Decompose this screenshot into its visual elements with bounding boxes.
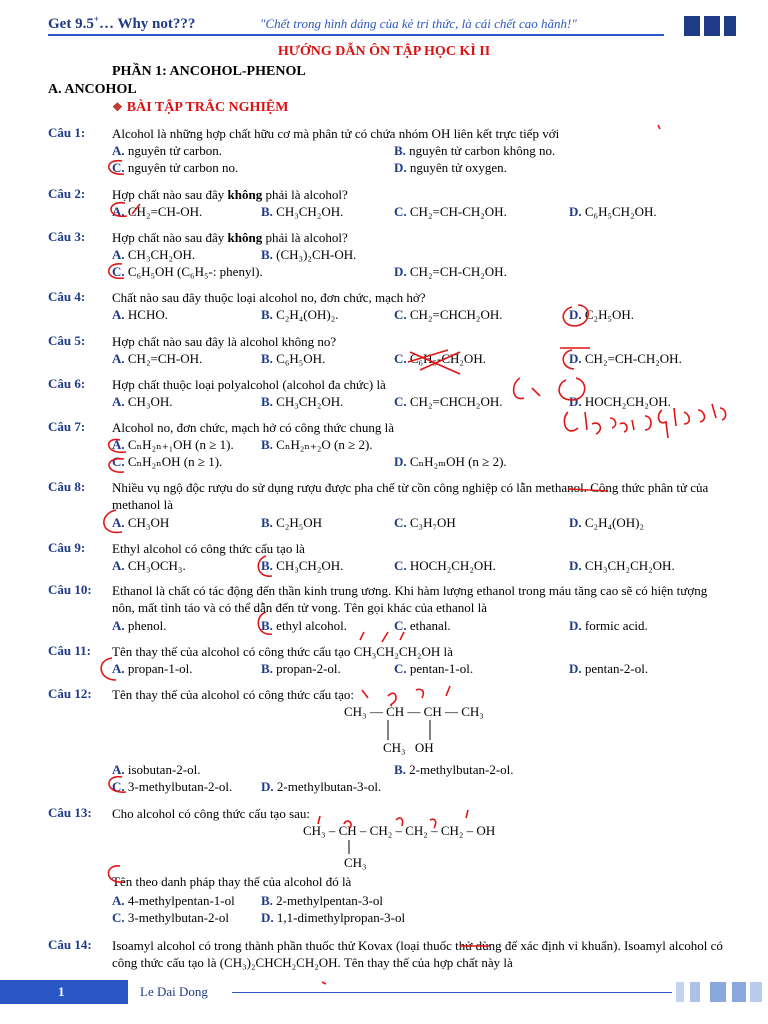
diamond-bullet-icon: ❖ bbox=[112, 100, 123, 114]
structure-q12: CH₃ — CH — CH — CH₃ bbox=[344, 704, 484, 719]
footer-rule bbox=[232, 992, 672, 993]
structure-q13-substituent: CH₃ bbox=[344, 855, 367, 870]
page-number: 1 bbox=[58, 984, 65, 999]
page-header bbox=[0, 0, 768, 40]
structure-q12-substituents: CH₃ OH bbox=[383, 740, 434, 755]
document-page: Get 9.5+… Why not??? "Chết trong hình dáng của kẻ tri thức, là cái chết cao hãnh!" HƯỚNG DẪN ÔN TẬP HỌC KÌ II PHẦN 1: ANCOHOL-PHENOL A. ANCOHOL ❖ BÀI TẬP TRẮC NGHIỆM Câu 1: Alcohol là những hợp chất hữu cơ mà phân tử có chứa nhóm OH liên kết trực tiếp với A. nguyên tử carbon. B. nguyên tử carbon không no. C. nguyên tử carbon no. D. nguyên tử oxygen. Câu 2: Hợp chất nào sau đây không phải là alcohol? A. CH₂=CH-OH. B. CH₃CH₂OH. C. CH₂=CH-CH₂OH. D. C₆H₅CH₂OH. Câu 3: Hợp chất nào sau đây không phải là alcohol? A. CH₃CH₂OH. B. (CH₃)₂CH-OH. C. C₆H₅OH (C₆H₅-: phenyl). D. CH₂=CH-CH₂OH. Câu 4: Chất nào sau đây thuộc loại alcohol no, đơn chức, mạch hở? A. HCHO. B. C₂H₄(OH)₂. C. CH₂=CHCH₂OH. D. C₂H₅OH. Câu 5: Hợp chất nào sau đây là alcohol không no? A. CH₂=CH-OH. B. C₆H₅OH. C. C₆H₅-CH₂OH. D. CH₂=CH-CH₂OH. Câu 6: Hợp chất thuộc loại polyalcohol (alcohol đa chức) là A. CH₃OH. B. CH₃CH₂OH. C. CH₂=CHCH₂OH. D. HOCH₂CH₂OH. Câu 7: Alcohol no, đơn chức, mạch hở có công thức chung là A. CₙH₂ₙ₊₁OH (n ≥ 1). B. CₙH₂ₙ₊₂O (n ≥ 2). C. CₙH₂ₙOH (n ≥ 1). D. CₙH₂ₘOH (n ≥ 2). Câu 8: Nhiều vụ ngộ độc rượu do sử dụng rượu được pha chế từ cồn công nghiệp có lẫn methanol. Công thức phân tử của methanol là A. CH₃OH B. C₂H₅OH C. C₃H₇OH D. C₂H₄(OH)₂ Câu 9: Ethyl alcohol có công thức cấu tạo là A. CH₃OCH₃. B. CH₃CH₂OH. C. HOCH₂CH₂OH. D. CH₃CH₂CH₂OH. Câu 10: Ethanol là chất có tác động đến thần kinh trung ương. Khi hàm lượng ethanol trong máu tăng cao sẽ có hiện tượng nôn, mất tỉnh táo và có thể dẫn đến tử vong. Tên gọi khác của ethanol là A. phenol. B. ethyl alcohol. C. ethanal. D. formic acid. Câu 11: Tên thay thế của alcohol có công thức cấu tạo CH₃CH₂CH₂OH là A. propan-1-ol. B. propan-2-ol. C. pentan-1-ol. D. pentan-2-ol. Câu 12: Tên thay thế của alcohol có công thức cấu tạo: A. isobutan-2-ol. B. 2-methylbutan-2-ol. C. 3-methylbutan-2-ol. D. 2-methylbutan-3-ol. CH₃ — CH — CH — CH₃ CH₃ OH Câu 13: Cho alcohol có công thức cấu tạo sau: Tên theo danh pháp thay thế của alcohol đó là A. 4-methylpentan-1-ol B. 2-methylpentan-3-ol C. 3-methylbutan-2-ol D. 1,1-dimethylpropan-3-ol CH₃ – CH – CH₂ – CH₂ – CH₂ – OH CH₃ Câu 14: Isoamyl alcohol có trong thành phần thuốc thử Kovax (loại thuốc thử dùng để xác định vi khuẩn). Isoamyl alcohol có công thức cấu tạo là (CH₃)₂CHCH₂CH₂OH. Tên thay thế của hợp chất này là 1 Le Dai Dong bbox=[0, 0, 768, 1024]
section-heading: A. ANCOHOL bbox=[48, 82, 137, 97]
footer-author: Le Dai Dong bbox=[140, 984, 208, 999]
page-footer bbox=[0, 980, 768, 1024]
structure-q13-bond bbox=[340, 840, 360, 856]
page-title: HƯỚNG DẪN ÔN TẬP HỌC KÌ II bbox=[277, 44, 491, 59]
structure-q12-bonds bbox=[380, 720, 440, 742]
header-rule bbox=[48, 34, 664, 36]
part-heading: PHẦN 1: ANCOHOL-PHENOL bbox=[112, 64, 306, 79]
structure-q13: CH₃ – CH – CH₂ – CH₂ – CH₂ – OH bbox=[303, 823, 496, 838]
exercise-heading: ❖ BÀI TẬP TRẮC NGHIỆM bbox=[112, 100, 289, 115]
header-slogan: Get 9.5+… Why not??? bbox=[48, 14, 196, 32]
header-logo-blocks bbox=[668, 16, 740, 36]
header-quote: "Chết trong hình dáng của kẻ tri thức, là cái chết cao hãnh!" bbox=[260, 16, 577, 31]
